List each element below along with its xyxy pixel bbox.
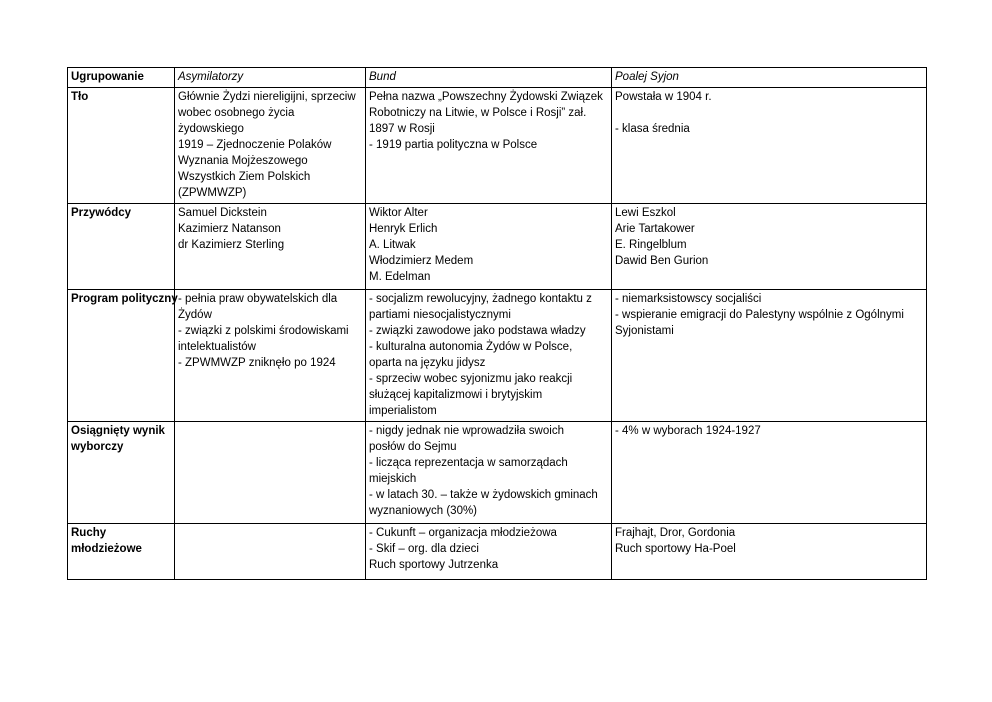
cell-line: Żydów bbox=[178, 309, 212, 321]
cell-line: Robotniczy na Litwie, w Polsce i Rosji” zał. bbox=[369, 107, 587, 119]
cell-line: - nigdy jednak nie wprowadziła swoich bbox=[369, 425, 564, 437]
table-row-program-polityczny bbox=[68, 290, 927, 422]
row-label-line: Przywódcy bbox=[71, 207, 132, 219]
row-label-line: wyborczy bbox=[71, 441, 124, 453]
cell-line: - związki zawodowe jako podstawa władzy bbox=[369, 325, 586, 337]
cell-line: Wyznania Mojżeszowego bbox=[178, 155, 308, 167]
cell-line: - klasa średnia bbox=[615, 123, 690, 135]
cell-line: Włodzimierz Medem bbox=[369, 255, 474, 267]
cell-line: wobec osobnego życia bbox=[178, 107, 295, 119]
cell-line: Ruch sportowy Ha-Poel bbox=[615, 543, 736, 555]
cell-line: imperialistom bbox=[369, 405, 437, 417]
cell-ruchy-mlodziezowe-bund bbox=[366, 524, 612, 580]
cell-line: Henryk Erlich bbox=[369, 223, 438, 235]
cell-line: Samuel Dickstein bbox=[178, 207, 267, 219]
cell-line: miejskich bbox=[369, 473, 417, 485]
cell-line: Dawid Ben Gurion bbox=[615, 255, 709, 267]
cell-wynik-wyborczy-bund bbox=[366, 422, 612, 524]
cell-przywodcy-asymilatorzy bbox=[175, 204, 366, 290]
cell-line: partiami niesocjalistycznymi bbox=[369, 309, 511, 321]
row-label-program-polityczny bbox=[68, 290, 178, 422]
cell-program-polityczny-bund bbox=[366, 290, 612, 422]
cell-line: Powstała w 1904 r. bbox=[615, 91, 712, 103]
cell-line bbox=[615, 105, 923, 121]
cell-line: 1919 – Zjednoczenie Polaków bbox=[178, 139, 332, 151]
column-header-asymilatorzy: Asymilatorzy bbox=[175, 68, 366, 88]
cell-program-polityczny-poalej-syjon bbox=[612, 290, 927, 422]
cell-wynik-wyborczy-asymilatorzy bbox=[175, 422, 366, 524]
cell-line: posłów do Sejmu bbox=[369, 441, 457, 453]
cell-line: Ruch sportowy Jutrzenka bbox=[369, 559, 499, 571]
cell-line: - pełnia praw obywatelskich dla bbox=[178, 293, 338, 305]
cell-line: - licząca reprezentacja w samorządach bbox=[369, 457, 568, 469]
cell-line: Kazimierz Natanson bbox=[178, 223, 281, 235]
column-header-bund: Bund bbox=[366, 68, 612, 88]
cell-line: - 1919 partia polityczna w Polsce bbox=[369, 139, 538, 151]
cell-line: oparta na języku jidysz bbox=[369, 357, 486, 369]
cell-przywodcy-poalej-syjon bbox=[612, 204, 927, 290]
cell-line: Arie Tartakower bbox=[615, 223, 695, 235]
cell-program-polityczny-asymilatorzy bbox=[175, 290, 366, 422]
cell-line: - Cukunft – organizacja młodzieżowa bbox=[369, 527, 557, 539]
row-label-line: Osiągnięty wynik bbox=[71, 425, 165, 437]
cell-line: wyznaniowych (30%) bbox=[369, 505, 478, 517]
cell-ruchy-mlodziezowe-asymilatorzy bbox=[175, 524, 366, 580]
cell-line: Wszystkich Ziem Polskich bbox=[178, 171, 311, 183]
row-label-tlo bbox=[68, 88, 175, 204]
cell-line: E. Ringelblum bbox=[615, 239, 687, 251]
cell-line: Pełna nazwa „Powszechny Żydowski Związek bbox=[369, 91, 603, 103]
table-row-wynik-wyborczy bbox=[68, 422, 927, 524]
cell-line: Frajhajt, Dror, Gordonia bbox=[615, 527, 736, 539]
cell-line: (ZPWMWZP) bbox=[178, 187, 247, 199]
cell-line: - Skif – org. dla dzieci bbox=[369, 543, 479, 555]
cell-tlo-bund bbox=[366, 88, 612, 204]
header-row bbox=[68, 68, 927, 88]
cell-line: dr Kazimierz Sterling bbox=[178, 239, 285, 251]
cell-line: Głównie Żydzi niereligijni, sprzeciw bbox=[178, 91, 356, 103]
row-label-line: Ruchy bbox=[71, 527, 107, 539]
row-label-line: Program polityczny bbox=[71, 293, 178, 305]
cell-line: - socjalizm rewolucyjny, żadnego kontaktu z bbox=[369, 293, 592, 305]
cell-tlo-poalej-syjon bbox=[612, 88, 927, 204]
table-row-ruchy-mlodziezowe bbox=[68, 524, 927, 580]
cell-line: - ZPWMWZP zniknęło po 1924 bbox=[178, 357, 336, 369]
row-label-przywodcy bbox=[68, 204, 175, 290]
cell-line: Lewi Eszkol bbox=[615, 207, 676, 219]
cell-line: - sprzeciw wobec syjonizmu jako reakcji bbox=[369, 373, 573, 385]
cell-line: - wspieranie emigracji do Palestyny wspólnie z Ogólnymi bbox=[615, 309, 904, 321]
cell-line: służącej kapitalizmowi i brytyjskim bbox=[369, 389, 543, 401]
cell-ruchy-mlodziezowe-poalej-syjon bbox=[612, 524, 927, 580]
cell-line: M. Edelman bbox=[369, 271, 431, 283]
cell-tlo-asymilatorzy bbox=[175, 88, 366, 204]
column-header-poalej-syjon: Poalej Syjon bbox=[612, 68, 927, 88]
cell-line: Wiktor Alter bbox=[369, 207, 428, 219]
cell-line: A. Litwak bbox=[369, 239, 416, 251]
cell-line: - kulturalna autonomia Żydów w Polsce, bbox=[369, 341, 573, 353]
table-row-tlo bbox=[68, 88, 927, 204]
cell-line: - 4% w wyborach 1924-1927 bbox=[615, 425, 761, 437]
cell-line: intelektualistów bbox=[178, 341, 256, 353]
row-label-wynik-wyborczy bbox=[68, 422, 175, 524]
row-label-line: Tło bbox=[71, 91, 89, 103]
cell-line: 1897 w Rosji bbox=[369, 123, 435, 135]
cell-line: - związki z polskimi środowiskami bbox=[178, 325, 349, 337]
cell-line: Syjonistami bbox=[615, 325, 674, 337]
cell-line: - w latach 30. – także w żydowskich gminach bbox=[369, 489, 598, 501]
cell-wynik-wyborczy-poalej-syjon bbox=[612, 422, 927, 524]
cell-przywodcy-bund bbox=[366, 204, 612, 290]
table-row-przywodcy bbox=[68, 204, 927, 290]
row-label-line: młodzieżowe bbox=[71, 543, 142, 555]
cell-line: żydowskiego bbox=[178, 123, 244, 135]
row-label-ruchy-mlodziezowe bbox=[68, 524, 175, 580]
comparison-table bbox=[67, 67, 927, 580]
cell-line: - niemarksistowscy socjaliści bbox=[615, 293, 762, 305]
header-label: Ugrupowanie bbox=[68, 68, 175, 88]
